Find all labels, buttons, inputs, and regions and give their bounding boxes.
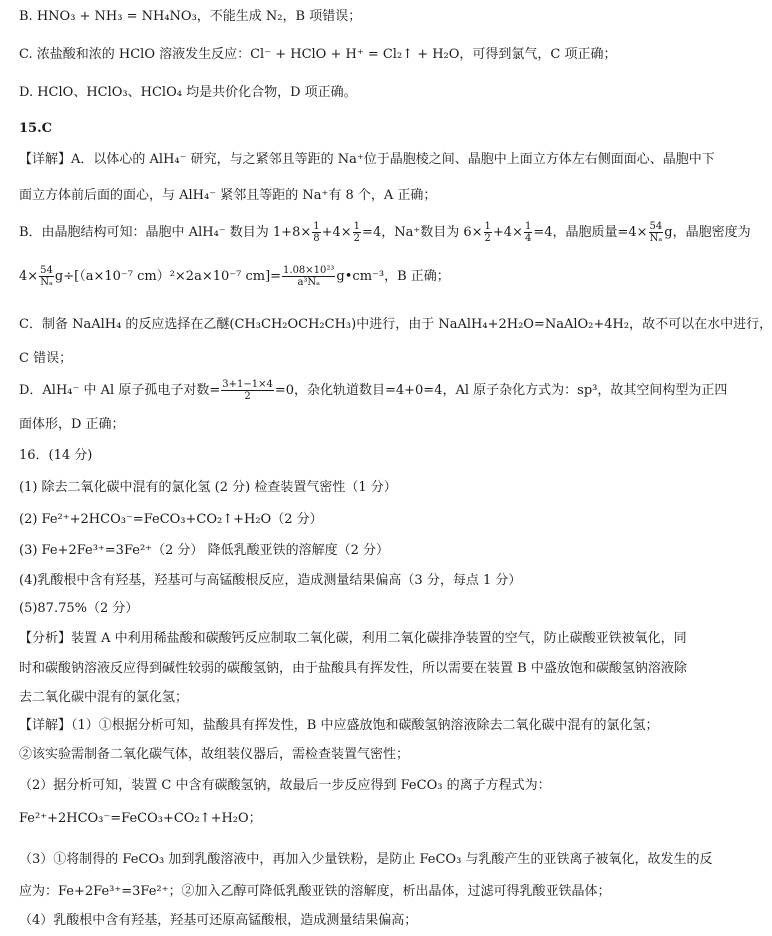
analysis-line1: 【分析】装置 A 中利用稀盐酸和碳酸钙反应制取二氧化碳，利用二氧化碳排净装置的空气，防止碳酸亚铁被氧化，同 — [19, 631, 687, 646]
q16-answer-2: (2) Fe²⁺+2HCO₃⁻=FeCO₃+CO₂↑+H₂O（2 分） — [19, 512, 323, 527]
q15-detail-b-line1 — [19, 220, 751, 246]
q16-answer-4: (4)乳酸根中含有羟基，羟基可与高锰酸根反应，造成测量结果偏高（3 分，每点 1 分） — [19, 573, 522, 588]
detail16-line7: （4）乳酸根中含有羟基，羟基可还原高锰酸根，造成测量结果偏高； — [19, 913, 418, 928]
detail16-line6: 应为：Fe+2Fe³⁺=3Fe²⁺；②加入乙醇可降低乳酸亚铁的溶解度，析出晶体，过滤可得乳酸亚铁晶体； — [19, 884, 611, 899]
numerator: 54 — [649, 221, 663, 232]
denominator: 8 — [313, 233, 320, 244]
numerator: 3+1−1×4 — [222, 379, 273, 390]
detail16-line5: （3）①将制得的 FeCO₃ 加到乳酸溶液中，再加入少量铁粉，是防止 FeCO₃ 与乳酸产生的亚铁离子被氧化，故发生的反 — [19, 852, 713, 867]
answer-line-c-hclo: C. 浓盐酸和浓的 HClO 溶液发生反应：Cl⁻ + HClO + H⁺ = Cl₂↑ + H₂O，可得到氯气，C 项正确； — [19, 47, 617, 62]
answer-line-d-covalent: D. HClO、HClO₃、HClO₄ 均是共价化合物，D 项正确。 — [19, 85, 357, 100]
numerator: 1 — [353, 221, 361, 232]
q16-answer-5: (5)87.75%（2 分） — [19, 601, 139, 616]
denominator: a³Nₐ — [297, 277, 321, 288]
fraction — [484, 221, 492, 244]
detail16-line3: （2）据分析可知，装置 C 中含有碳酸氢钠，故最后一步反应得到 FeCO₃ 的离子方程式为： — [19, 778, 551, 793]
text: =4，晶胞质量=4× — [533, 225, 648, 240]
denominator: 2 — [244, 391, 251, 402]
denominator: Nₐ — [649, 233, 663, 244]
text: g•cm⁻³，B 正确； — [336, 269, 450, 284]
fraction — [649, 221, 664, 244]
answer-line-b-hno3: B. HNO₃ + NH₃ = NH₄NO₃，不能生成 N₂，B 项错误； — [19, 9, 362, 24]
text: =0，杂化轨道数目=4+0=4，Al 原子杂化方式为：sp³，故其空间构型为正四 — [274, 383, 728, 398]
text: g，晶胞密度为 — [664, 225, 751, 240]
q15-detail-a-line2: 面立方体前后面的面心，与 AlH₄⁻ 紧邻且等距的 Na⁺有 8 个，A 正确； — [19, 188, 437, 203]
text: g÷[（a×10⁻⁷ cm）²×2a×10⁻⁷ cm]= — [54, 269, 282, 284]
detail16-line4: Fe²⁺+2HCO₃⁻=FeCO₃+CO₂↑+H₂O； — [19, 811, 262, 826]
text: 4× — [19, 269, 39, 284]
fraction — [524, 221, 532, 244]
text: B．由晶胞结构可知：晶胞中 AlH₄⁻ 数目为 1+8× — [19, 225, 312, 240]
numerator: 1 — [313, 221, 320, 232]
detail16-line1: 【详解】（1）①根据分析可知，盐酸具有挥发性，B 中应盛放饱和碳酸氢钠溶液除去二氧化碳中混有的氯化氢； — [19, 718, 659, 733]
q15-detail-c-line1: C．制备 NaAlH₄ 的反应选择在乙醚(CH₃CH₂OCH₂CH₃)中进行，由于 NaAlH₄+2H₂O=NaAlO₂+4H₂，故不可以在水中进行， — [19, 317, 772, 332]
fraction — [221, 379, 274, 402]
text: =4，Na⁺数目为 6× — [362, 225, 483, 240]
q15-detail-d-line2: 面体形，D 正确； — [19, 417, 125, 432]
q16-answer-1: (1) 除去二氧化碳中混有的氯化氢 (2 分) 检查装置气密性（1 分） — [19, 480, 397, 495]
question-16-title: 16．(14 分) — [19, 448, 93, 463]
text: +4× — [321, 225, 352, 240]
numerator: 1.08×10²³ — [283, 265, 335, 276]
q15-detail-d-line1 — [19, 378, 728, 404]
analysis-line3: 去二氧化碳中混有的氯化氢； — [19, 690, 189, 705]
numerator: 1 — [484, 221, 491, 232]
text: +4× — [492, 225, 523, 240]
numerator: 54 — [40, 265, 53, 276]
denominator: 2 — [484, 233, 491, 244]
question-15-answer: 15.C — [19, 121, 52, 136]
q16-answer-3: (3) Fe+2Fe³⁺=3Fe²⁺（2 分） 降低乳酸亚铁的溶解度（2 分） — [19, 543, 389, 558]
fraction — [39, 265, 54, 288]
fraction — [353, 221, 361, 244]
fraction — [282, 265, 335, 288]
denominator: 2 — [353, 233, 361, 244]
q15-detail-b-line2 — [19, 264, 677, 290]
denominator: 4 — [524, 233, 532, 244]
text: D．AlH₄⁻ 中 Al 原子孤电子对数= — [19, 383, 221, 398]
denominator: Nₐ — [40, 277, 53, 288]
q15-detail-c-line2: C 错误； — [19, 351, 73, 366]
q15-detail-a-line1: 【详解】A．以体心的 AlH₄⁻ 研究，与之紧邻且等距的 Na⁺位于晶胞棱之间、晶胞中上面立方体左右侧面面心、晶胞中下 — [19, 152, 715, 167]
fraction — [312, 221, 320, 244]
detail16-line2: ②该实验需制备二氧化碳气体，故组装仪器后，需检查装置气密性； — [19, 747, 410, 762]
numerator: 1 — [524, 221, 532, 232]
analysis-line2: 时和碳酸钠溶液反应得到碱性较弱的碳酸氢钠，由于盐酸具有挥发性，所以需要在装置 B 中盛放饱和碳酸氢钠溶液除 — [19, 661, 687, 676]
